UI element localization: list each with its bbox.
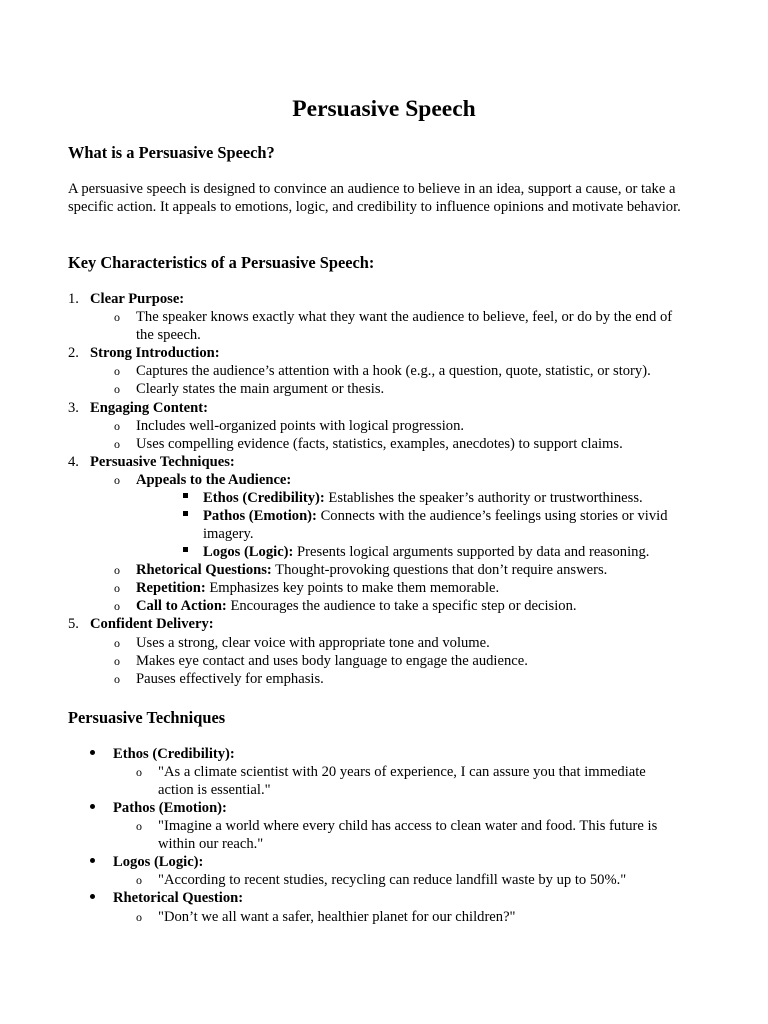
list-subitem-text: Uses a strong, clear voice with appropriate tone and volume. [136, 635, 490, 651]
list-number: 3. [68, 400, 79, 416]
subsubitem-text: imagery. [203, 526, 254, 542]
intro-paragraph: A persuasive speech is designed to convince an audience to believe in an idea, support a cause, or take a specific action. It appeals to emotions, logic, and credibility to influence opinions and motivate behavior. [68, 181, 681, 216]
technique-quote: "According to recent studies, recycling can reduce landfill waste by up to 50%." [158, 872, 627, 888]
subsubitem-text: Establishes the speaker’s authority or trustworthiness. [324, 490, 643, 506]
list-subitem [136, 597, 577, 615]
sub-bullet-marker: o [114, 654, 120, 668]
list-item-label: Confident Delivery: [90, 616, 214, 632]
list-subsubitem [203, 489, 643, 507]
sub-bullet-marker: o [136, 765, 142, 779]
list-number: 4. [68, 454, 79, 470]
technique-label: Rhetorical Question: [113, 890, 244, 906]
sub-bullet-marker: o [114, 419, 120, 433]
sub-bullet-marker: o [114, 599, 120, 613]
square-bullet-icon [183, 547, 188, 552]
sub-bullet-marker: o [114, 636, 120, 650]
section-heading-what-is: What is a Persuasive Speech? [68, 143, 275, 162]
subitem-label: Repetition: [136, 580, 206, 596]
square-bullet-icon [183, 493, 188, 498]
list-subitem-text: Captures the audience’s attention with a hook (e.g., a question, quote, statistic, or story). [136, 363, 651, 379]
list-number: 5. [68, 616, 79, 632]
list-subitem-text: Clearly states the main argument or thesis. [136, 381, 385, 397]
subsubitem-text: Connects with the audience’s feelings using stories or vivid [316, 508, 668, 524]
subsubitem-label: Ethos (Credibility): [203, 490, 325, 506]
list-item-label: Clear Purpose: [90, 291, 185, 307]
list-subitem-text: Pauses effectively for emphasis. [136, 671, 324, 687]
section-heading-key-characteristics: Key Characteristics of a Persuasive Speech: [68, 253, 375, 272]
subitem-text: Thought-provoking questions that don’t require answers. [271, 562, 608, 578]
square-bullet-icon [183, 511, 188, 516]
sub-bullet-marker: o [114, 563, 120, 577]
list-item-label: Persuasive Techniques: [90, 454, 235, 470]
list-number: 2. [68, 345, 79, 361]
sub-bullet-marker: o [114, 581, 120, 595]
sub-bullet-marker: o [114, 310, 120, 324]
technique-quote: action is essential." [158, 782, 271, 798]
bullet-icon [90, 750, 95, 755]
subsubitem-label: Pathos (Emotion): [203, 508, 317, 524]
list-subitem [136, 561, 607, 579]
sub-bullet-marker: o [136, 910, 142, 924]
subitem-text: Emphasizes key points to make them memorable. [205, 580, 500, 596]
list-item-label: Strong Introduction: [90, 345, 220, 361]
bullet-icon [90, 804, 95, 809]
section-heading-persuasive-techniques: Persuasive Techniques [68, 708, 226, 727]
list-number: 1. [68, 291, 79, 307]
list-subsubitem [203, 507, 668, 525]
list-subitem [136, 579, 499, 597]
list-subitem-text: Includes well-organized points with logical progression. [136, 418, 465, 434]
list-subitem-text: Makes eye contact and uses body language to engage the audience. [136, 653, 528, 669]
list-subitem-text: The speaker knows exactly what they want the audience to believe, feel, or do by the end of [136, 309, 673, 325]
technique-label: Ethos (Credibility): [113, 746, 235, 762]
technique-quote: "As a climate scientist with 20 years of experience, I can assure you that immediate [158, 764, 646, 780]
bullet-icon [90, 858, 95, 863]
list-subitem-label: Appeals to the Audience: [136, 472, 292, 488]
technique-quote: within our reach." [158, 836, 264, 852]
list-subsubitem [203, 543, 649, 561]
subitem-label: Call to Action: [136, 598, 227, 614]
sub-bullet-marker: o [136, 873, 142, 887]
technique-label: Pathos (Emotion): [113, 800, 227, 816]
sub-bullet-marker: o [114, 473, 120, 487]
subitem-label: Rhetorical Questions: [136, 562, 272, 578]
sub-bullet-marker: o [114, 364, 120, 378]
subsubitem-text: Presents logical arguments supported by data and reasoning. [293, 544, 650, 560]
subsubitem-label: Logos (Logic): [203, 544, 294, 560]
sub-bullet-marker: o [114, 437, 120, 451]
sub-bullet-marker: o [114, 672, 120, 686]
list-subitem-text: Uses compelling evidence (facts, statistics, examples, anecdotes) to support claims. [136, 436, 623, 452]
technique-quote: "Imagine a world where every child has access to clean water and food. This future is [158, 818, 658, 834]
sub-bullet-marker: o [136, 819, 142, 833]
subitem-text: Encourages the audience to take a specific step or decision. [226, 598, 577, 614]
technique-quote: "Don’t we all want a safer, healthier planet for our children?" [158, 909, 516, 925]
page-title: Persuasive Speech [292, 96, 476, 122]
sub-bullet-marker: o [114, 382, 120, 396]
bullet-icon [90, 894, 95, 899]
technique-label: Logos (Logic): [113, 854, 204, 870]
list-subitem-text: the speech. [136, 327, 201, 343]
list-item-label: Engaging Content: [90, 400, 208, 416]
